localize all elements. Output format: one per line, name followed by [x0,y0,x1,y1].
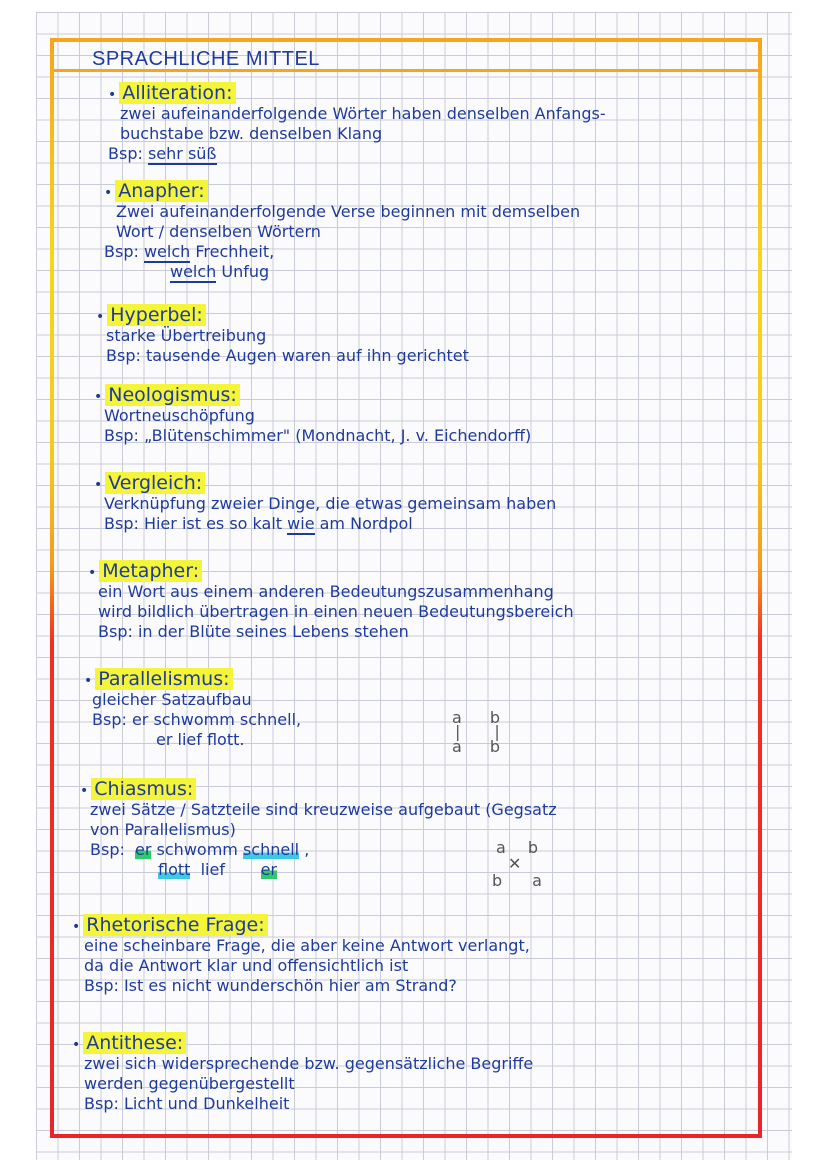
title-band [54,42,758,72]
entry-heading: Chiasmus: [91,778,196,800]
example-label: Bsp: [90,840,125,859]
example-keyword: wie [287,514,315,533]
entry-rhetorische-frage: • Rhetorische Frage: eine scheinbare Frage, die aber keine Antwort verlangt, da die Antwort klar und offensichtlich ist Bsp: Ist es nicht wunderschön hier am Strand? [72,914,530,995]
entry-heading: Alliteration: [119,82,235,104]
example-label: Bsp: [108,144,143,163]
example-label: Bsp: [98,622,133,641]
entry-heading: Metapher: [99,560,202,582]
entry-line: zwei sich widersprechende bzw. gegensätzliche Begriffe [84,1054,534,1073]
example-text: in der Blüte seines Lebens stehen [137,622,409,641]
chiasmus-scheme: a b ✕ b a [492,838,542,890]
example-label: Bsp: [84,1094,119,1113]
entry-heading: Vergleich: [105,472,205,494]
example-text: schwomm [156,840,238,859]
entry-anapher: • Anapher: Zwei aufeinanderfolgende Verse beginnen mit demselben Wort / denselben Wörtern Bsp: welch Frechheit, welch Unfug [104,180,581,281]
example-keyword: schnell [242,840,300,859]
entry-vergleich: • Vergleich: Verknüpfung zweier Dinge, die etwas gemeinsam haben Bsp: Hier ist es so kalt wie am Nordpol [94,472,557,533]
entry-line: zwei Sätze / Satzteile sind kreuzweise aufgebaut (Gegsatz [90,800,557,819]
example-label: Bsp: [106,346,141,365]
page-title: SPRACHLICHE MITTEL [92,48,320,70]
entry-line: gleicher Satzaufbau [92,690,252,709]
entry-line: Wort / denselben Wörtern [116,222,321,241]
entry-metapher: • Metapher: ein Wort aus einem anderen Bedeutungszusammenhang wird bildlich übertragen in einen neuen Bedeutungsbereich Bsp: in der Blüte seines Lebens stehen [88,560,574,641]
example-text: lief [200,860,225,879]
entry-hyperbel: • Hyperbel: starke Übertreibung Bsp: tausende Augen waren auf ihn gerichtet [96,304,469,365]
example-text: „Blütenschimmer" (Mondnacht, J. v. Eichendorff) [143,426,532,445]
example-text: er schwomm schnell, [131,710,302,729]
entry-antithese: • Antithese: zwei sich widersprechende bzw. gegensätzliche Begriffe werden gegenübergestellt Bsp: Licht und Dunkelheit [72,1032,534,1113]
parallel-scheme: a b | | a b [452,708,500,756]
entry-chiasmus: • Chiasmus: zwei Sätze / Satzteile sind kreuzweise aufgebaut (Gegsatz von Parallelismus) Bsp: er schwomm schnell , flott lief er [80,778,557,879]
entry-parallelismus: • Parallelismus: gleicher Satzaufbau Bsp: er schwomm schnell, er lief flott. [84,668,302,749]
entry-line: von Parallelismus) [90,820,236,839]
example-text: tausende Augen waren auf ihn gerichtet [145,346,469,365]
entry-heading: Hyperbel: [107,304,206,326]
entry-heading: Antithese: [83,1032,186,1054]
entry-line: da die Antwort klar und offensichtlich ist [84,956,409,975]
example-text: Licht und Dunkelheit [123,1094,290,1113]
entry-heading: Anapher: [115,180,207,202]
example-keyword: er [135,840,152,859]
entry-line: wird bildlich übertragen in einen neuen Bedeutungsbereich [98,602,574,621]
example-keyword: welch [143,242,191,261]
example-label: Bsp: [104,514,139,533]
entry-heading: Rhetorische Frage: [83,914,267,936]
example-text: Frechheit, [195,242,275,261]
example-text: sehr süß [147,144,217,163]
example-label: Bsp: [92,710,127,729]
example-label: Bsp: [104,242,139,261]
entry-line: zwei aufeinanderfolgende Wörter haben denselben Anfangs- [120,104,606,123]
entry-heading: Parallelismus: [95,668,232,690]
entry-line: ein Wort aus einem anderen Bedeutungszusammenhang [98,582,554,601]
example-label: Bsp: [84,976,119,995]
entry-line: Wortneuschöpfung [104,406,255,425]
entry-line: Zwei aufeinanderfolgende Verse beginnen mit demselben [116,202,581,221]
example-text: Hier ist es so kalt [143,514,283,533]
entry-line: buchstabe bzw. denselben Klang [120,124,383,143]
example-text: Unfug [221,262,270,281]
example-label: Bsp: [104,426,139,445]
example-text: Ist es nicht wunderschön hier am Strand? [123,976,457,995]
example-text: am Nordpol [319,514,413,533]
entry-line: Verknüpfung zweier Dinge, die etwas gemeinsam haben [104,494,557,513]
entry-heading: Neologismus: [105,384,240,406]
example-keyword: flott [158,860,191,879]
entry-line: starke Übertreibung [106,326,267,345]
entry-alliteration: • Alliteration: zwei aufeinanderfolgende Wörter haben denselben Anfangs- buchstabe bzw. denselben Klang Bsp: sehr süß [108,82,606,163]
example-text: er lief flott. [156,730,245,749]
example-keyword: er [260,860,277,879]
entry-line: eine scheinbare Frage, die aber keine Antwort verlangt, [84,936,530,955]
entry-neologismus: • Neologismus: Wortneuschöpfung Bsp: „Blütenschimmer" (Mondnacht, J. v. Eichendorff) [94,384,532,445]
example-keyword: welch [170,262,217,281]
entry-line: werden gegenübergestellt [84,1074,295,1093]
